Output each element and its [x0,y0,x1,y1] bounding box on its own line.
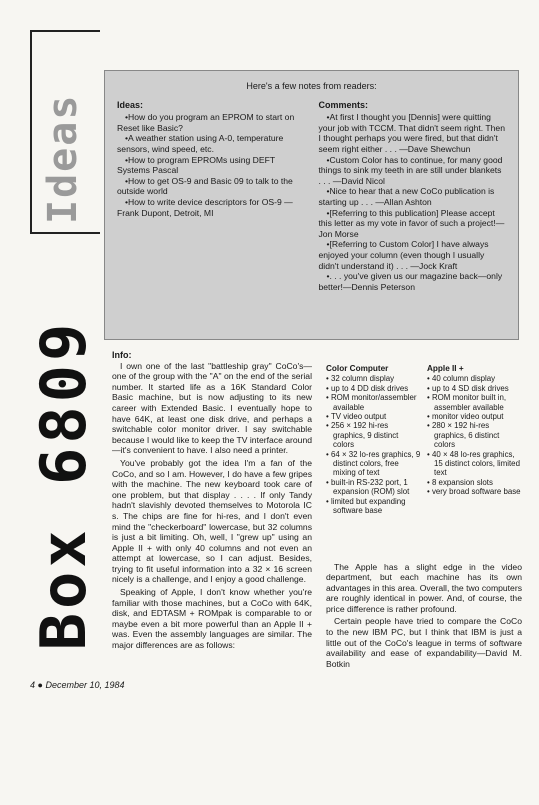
info-heading: Info: [112,350,132,360]
apple-feature: • up to 4 SD disk drives [427,384,522,393]
ideas-column [117,100,305,293]
apple-feature: • 40 column display [427,374,522,383]
comment-item: •[Referring to Custom Color] I have always enjoyed your column (even though I usually didn't understand it) . . . —Jock Kraft [318,239,489,271]
article-body [112,350,522,669]
idea-item: •How to program EPROMs using DEFT Systems Pascal [117,154,275,176]
apple-feature: • very broad software base [427,487,522,496]
apple-column [427,364,522,516]
comparison-table [326,364,522,516]
reader-notes-box [104,70,519,340]
comment-item: •[Referring to this publication] Please accept this letter as my vote in favor of such a project!—Jon Morse [318,207,505,239]
apple-feature: • 8 expansion slots [427,478,522,487]
coco-feature: • limited but expanding software base [326,497,421,516]
article-right-column [326,350,522,671]
coco-heading: Color Computer [326,364,389,373]
coco-feature: • ROM monitor/assembler available [326,393,421,412]
coco-feature: • up to 4 DD disk drives [326,384,421,393]
comments-column [319,100,507,293]
apple-feature: • monitor video output [427,412,522,421]
coco-feature: • TV video output [326,412,421,421]
comment-item: •Custom Color has to continue, for many good things to sink my teeth in are still under blankets . . . —David Nicol [318,154,503,186]
comment-item: •At first I thought you [Dennis] were quitting your job with TCCM. That didn't seem right. Then I thought perhaps you were fired, but that didn't seem right either . . . —Dave Shewchun [318,112,505,154]
coco-feature: • 64 × 32 lo-res graphics, 9 distinct colors, free mixing of text [326,450,421,478]
info-paragraph: Speaking of Apple, I don't know whether you're familiar with those machines, but a CoCo with 64K, disk, and EDTASM + ROMpak is comparable to or maybe even a bit more powerful than an Apple II + was. Even the assembly languages are similar. The major differences are as follows: [112,587,312,651]
page-footer [30,680,125,690]
idea-item: •A weather station using A-0, temperature sensors, wind speed, etc. [117,133,284,154]
idea-item: •How do you program an EPROM to start on Reset like Basic? [117,112,295,133]
comment-item: •. . . you've given us our magazine back—only better!—Dennis Peterson [318,271,503,292]
comment-item: •Nice to hear that a new CoCo publication is starting up . . . —Allan Ashton [318,186,495,207]
masthead [27,30,104,670]
article-left-column [112,350,312,653]
coco-column [326,364,421,516]
comments-heading: Comments: [318,99,369,110]
info-paragraph: You've probably got the idea I'm a fan of the CoCo, and so I am. However, I do have a few gripes with the machine. The new keyboard took care of one problem, but that display . . . . If only Tandy hadn't slavishly devoted themselves to Motorola IC s. The chips are fine for hi-res, and I don't even mind the "checkerboard" lowercase, but 32 columns is just a bit limiting. Oh, well, I "grew up" using an Apple II + with only 40 columns and not even an attempt at lowercase, so I can adjust. Besides, trying to fit useful information into a 32 × 16 screen nicely is a challenge, and I enjoy a good challenge. [112,457,312,585]
ideas-heading: Ideas: [117,99,144,110]
apple-feature: • ROM monitor built in, assembler available [427,393,522,412]
coco-feature: • 256 × 192 hi-res graphics, 9 distinct colors [326,421,421,449]
coco-feature: • 32 column display [326,374,421,383]
page-number: 4 [30,680,36,690]
notes-intro: Here's a few notes from readers: [246,81,377,91]
column-title: Box 6809 [27,319,100,651]
issue-date: December 10, 1984 [45,680,125,690]
masthead-ghost-text: Ideas [40,93,86,224]
apple-heading: Apple II + [427,364,464,373]
conclusion-paragraph: The Apple has a slight edge in the video department, but each machine has its own advantages in this area. Overall, the two computers are roughly identical in power. And, of course, the price difference is rather profound. [326,561,522,614]
conclusion-paragraph: Certain people have tried to compare the CoCo to the new IBM PC, but I think that IBM is just a little out of the CoCo's league in terms of software availability and ease of expandability—David M. Botkin [326,616,522,669]
apple-feature: • 280 × 192 hi-res graphics, 6 distinct colors [427,421,522,449]
apple-feature: • 40 × 48 lo-res graphics, 15 distinct colors, limited text [427,450,522,478]
info-paragraph: I own one of the last "battleship gray" CoCo's—one of the group with the "A" on the end of the serial number. It started life as a 16K Standard Color Basic machine, but is now adjusting to its new career with Extended Basic. I eventually hope to have 64K, at least one disk drive, and perhaps a switchable color monitor driver. I say switchable because I would like to keep the TV interface around—it's convenient to have. I also need a printer. [112,360,313,456]
idea-item: •How to get OS-9 and Basic 09 to talk to the outside world [117,175,293,197]
idea-item: •How to write device descriptors for OS-9 —Frank Dupont, Detroit, MI [117,196,293,218]
conclusion-text [326,562,522,670]
footer-bullet: ● [37,680,43,690]
coco-feature: • built-in RS-232 port, 1 expansion (ROM) slot [326,478,421,497]
